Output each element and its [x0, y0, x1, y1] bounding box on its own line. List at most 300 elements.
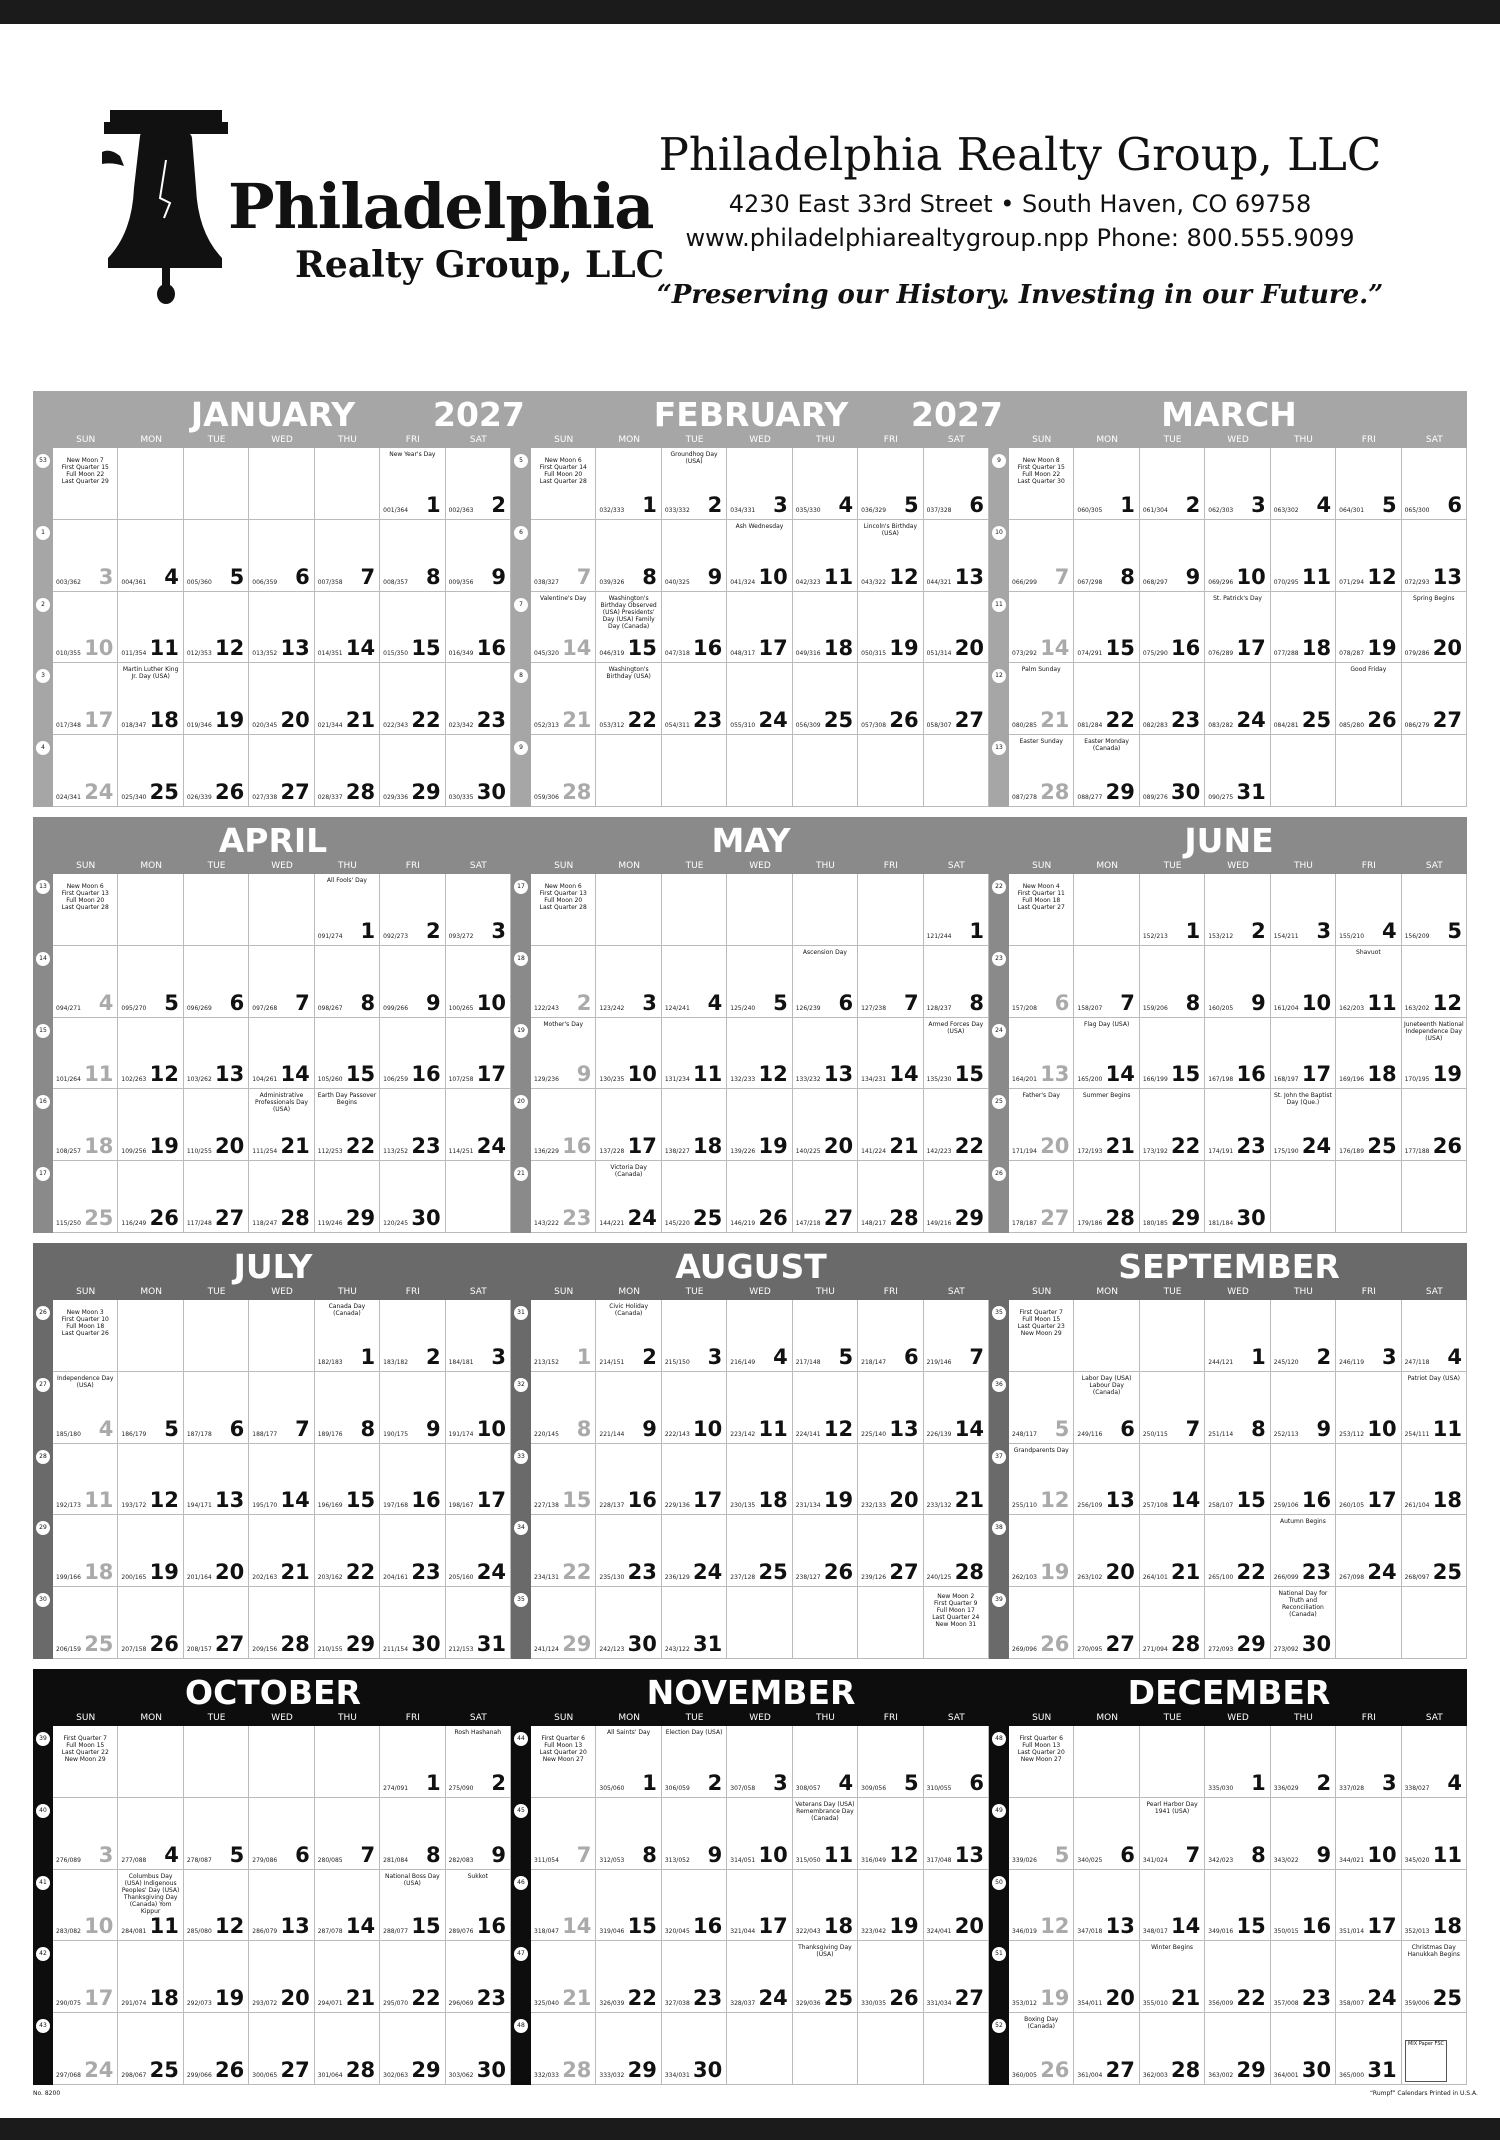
weekday-label: SAT — [1425, 1713, 1443, 1723]
day-cell — [1074, 592, 1139, 664]
day-cell — [1140, 663, 1205, 735]
day-cell — [1402, 1161, 1467, 1233]
day-of-year: 019/346 — [186, 722, 212, 730]
day-number: 3 — [98, 1842, 114, 1867]
day-cell — [1074, 1515, 1139, 1587]
day-number: 19 — [149, 1560, 179, 1585]
day-cell — [184, 735, 249, 807]
day-of-year: 002/363 — [448, 506, 474, 514]
day-number: 18 — [84, 1560, 114, 1585]
day-cell — [596, 1300, 661, 1372]
day-number: 6 — [903, 1344, 919, 1369]
day-cell — [1140, 592, 1205, 664]
day-number: 21 — [1105, 1134, 1135, 1159]
day-cell — [727, 1798, 792, 1870]
day-of-year: 127/238 — [861, 1004, 887, 1012]
day-cell — [727, 1300, 792, 1372]
day-number: 16 — [693, 1914, 723, 1939]
weekday-label: MON — [1096, 1287, 1118, 1297]
day-of-year: 073/292 — [1012, 650, 1037, 658]
day-number: 11 — [1367, 990, 1397, 1015]
day-cell — [727, 448, 792, 520]
day-of-year: 261/104 — [1404, 1502, 1430, 1510]
day-number: 29 — [1236, 1631, 1266, 1656]
weekday-label: SUN — [76, 1287, 96, 1297]
day-cell — [1140, 1587, 1205, 1659]
holiday-label: New Year's Day — [389, 451, 436, 458]
day-cell — [1402, 946, 1467, 1018]
day-of-year: 044/321 — [926, 578, 952, 586]
holiday-label: Christmas Day Hanukkah Begins — [1407, 1944, 1460, 1959]
moon-phases: First Quarter 7 Full Moon 15 Last Quarter 22 New Moon 29 — [61, 1735, 109, 1763]
day-of-year: 162/203 — [1339, 1004, 1365, 1012]
day-of-year: 287/078 — [317, 1928, 343, 1936]
day-number: 23 — [411, 1560, 441, 1585]
day-of-year: 337/028 — [1339, 1784, 1365, 1792]
day-cell — [1074, 874, 1139, 946]
day-number: 21 — [954, 1488, 984, 1513]
day-number: 26 — [149, 1631, 179, 1656]
weekday-label: WED — [749, 435, 771, 445]
day-number: 2 — [491, 492, 506, 517]
day-number: 12 — [149, 1488, 179, 1513]
day-cell — [793, 946, 858, 1018]
day-cell — [184, 448, 249, 520]
day-of-year: 232/133 — [861, 1502, 887, 1510]
day-cell — [531, 1089, 596, 1161]
day-cell — [1402, 1515, 1467, 1587]
day-number: 28 — [1040, 779, 1070, 804]
holiday-label: Valentine's Day — [539, 594, 587, 602]
day-cell — [118, 1798, 183, 1870]
day-of-year: 184/181 — [448, 1358, 474, 1366]
day-cell — [924, 1941, 989, 2013]
day-cell — [531, 1587, 596, 1659]
day-of-year: 328/037 — [730, 2000, 756, 2008]
day-number: 28 — [280, 1205, 310, 1230]
day-cell — [315, 2013, 380, 2085]
fsc-logo — [1405, 2040, 1447, 2082]
day-number: 1 — [360, 918, 376, 943]
day-number: 15 — [562, 1488, 592, 1513]
day-of-year: 199/166 — [56, 1574, 81, 1582]
day-cell — [924, 1870, 989, 1942]
day-cell — [118, 1726, 183, 1798]
day-cell — [1336, 663, 1401, 735]
holiday-label: Winter Begins — [1151, 1944, 1193, 1952]
day-number: 12 — [889, 1842, 919, 1867]
week-number: 51 — [992, 1947, 1006, 1961]
holiday-label: Pearl Harbor Day 1941 (USA) — [1146, 1800, 1198, 1815]
holiday-label: Spring Begins — [1413, 594, 1455, 602]
week-number: 27 — [36, 1378, 50, 1392]
day-cell — [1074, 1726, 1139, 1798]
weekday-label: SUN — [554, 861, 574, 871]
day-of-year: 155/210 — [1339, 932, 1365, 940]
liberty-bell-icon — [100, 108, 230, 308]
weekday-label: WED — [749, 1287, 771, 1297]
day-of-year: 097/268 — [252, 1004, 278, 1012]
day-cell — [249, 592, 314, 664]
day-cell — [118, 520, 183, 592]
day-cell — [662, 2013, 727, 2085]
day-of-year: 034/331 — [730, 506, 756, 514]
day-of-year: 220/145 — [534, 1430, 559, 1438]
day-of-year: 275/090 — [448, 1784, 474, 1792]
day-of-year: 134/231 — [861, 1076, 887, 1084]
day-cell — [249, 1870, 314, 1942]
day-cell — [1140, 735, 1205, 807]
day-of-year: 243/122 — [664, 1645, 690, 1653]
day-cell — [1205, 1161, 1270, 1233]
day-number: 1 — [642, 1770, 657, 1795]
week-number: 14 — [36, 952, 50, 966]
day-cell — [924, 663, 989, 735]
day-cell — [596, 2013, 661, 2085]
day-cell — [596, 1587, 661, 1659]
day-of-year: 013/352 — [252, 650, 278, 658]
day-of-year: 210/155 — [317, 1645, 343, 1653]
day-number: 30 — [1301, 2057, 1332, 2082]
day-number: 2 — [707, 1770, 723, 1795]
day-cell — [53, 1515, 118, 1587]
day-cell — [727, 946, 792, 1018]
day-of-year: 007/358 — [317, 578, 343, 586]
day-cell — [531, 663, 596, 735]
day-number: 29 — [345, 1631, 376, 1656]
day-cell — [924, 1018, 989, 1090]
day-cell — [858, 1300, 923, 1372]
weekday-label: TUE — [685, 1287, 704, 1297]
day-of-year: 008/357 — [383, 578, 409, 586]
day-cell — [727, 1161, 792, 1233]
day-number: 15 — [627, 636, 657, 661]
day-of-year: 206/159 — [56, 1645, 81, 1653]
day-of-year: 042/323 — [795, 578, 821, 586]
day-cell — [1402, 1726, 1467, 1798]
day-of-year: 197/168 — [383, 1502, 409, 1510]
day-number: 2 — [425, 918, 441, 943]
day-of-year: 060/305 — [1077, 506, 1103, 514]
day-cell — [1336, 1161, 1401, 1233]
day-cell — [380, 1018, 445, 1090]
day-cell — [380, 1372, 445, 1444]
day-of-year: 327/038 — [664, 2000, 690, 2008]
day-cell — [727, 663, 792, 735]
day-of-year: 234/131 — [534, 1574, 559, 1582]
week-number: 48 — [992, 1732, 1006, 1746]
day-of-year: 023/342 — [448, 722, 474, 730]
day-cell — [1205, 1798, 1270, 1870]
day-number: 1 — [425, 1770, 441, 1795]
day-number: 4 — [773, 1344, 788, 1369]
day-number: 23 — [562, 1205, 592, 1230]
holiday-label: Martin Luther King Jr. Day (USA) — [122, 666, 179, 681]
weekday-label: FRI — [1361, 1287, 1376, 1297]
holiday-label: Canada Day (Canada) — [328, 1303, 366, 1317]
day-number: 8 — [642, 564, 657, 589]
holiday-label: Easter Monday (Canada) — [1084, 738, 1129, 753]
day-cell — [596, 592, 661, 664]
day-number: 6 — [969, 1770, 984, 1795]
day-cell — [924, 1444, 989, 1516]
day-cell — [53, 735, 118, 807]
day-cell — [662, 1587, 727, 1659]
day-number: 28 — [345, 2057, 376, 2082]
day-number: 28 — [562, 779, 592, 804]
day-number: 8 — [425, 564, 441, 589]
day-of-year: 239/126 — [861, 1574, 887, 1582]
day-of-year: 121/244 — [926, 932, 952, 940]
day-number: 10 — [84, 1914, 114, 1939]
day-of-year: 213/152 — [534, 1358, 559, 1366]
day-number: 15 — [627, 1914, 657, 1939]
day-of-year: 039/326 — [599, 578, 625, 586]
month-name: NOVEMBER — [646, 1673, 856, 1712]
weekday-label: FRI — [883, 861, 898, 871]
week-number: 40 — [36, 1804, 50, 1818]
fsc-label: MIX Paper FSC — [1407, 2041, 1444, 2047]
moon-phases: New Moon 3 First Quarter 10 Full Moon 18 Last Quarter 26 — [61, 1309, 109, 1337]
day-number: 10 — [1367, 1842, 1397, 1867]
day-of-year: 103/262 — [186, 1076, 212, 1084]
day-of-year: 248/117 — [1012, 1430, 1037, 1438]
weekday-label: THU — [815, 1713, 835, 1723]
day-cell — [184, 1018, 249, 1090]
week-number: 15 — [36, 1024, 50, 1038]
day-of-year: 236/129 — [664, 1574, 690, 1582]
day-cell — [118, 1870, 183, 1942]
day-number: 30 — [476, 779, 506, 804]
day-number: 27 — [954, 708, 984, 733]
day-number: 17 — [476, 1488, 506, 1513]
day-number: 20 — [215, 1134, 245, 1159]
day-of-year: 083/282 — [1208, 722, 1234, 730]
weekday-label: THU — [815, 861, 835, 871]
day-number: 16 — [411, 1062, 441, 1087]
day-of-year: 283/082 — [56, 1928, 81, 1936]
day-of-year: 135/230 — [926, 1076, 952, 1084]
day-number: 16 — [562, 1134, 592, 1159]
day-of-year: 336/029 — [1273, 1784, 1299, 1792]
day-cell — [1205, 2013, 1270, 2085]
day-cell — [380, 448, 445, 520]
day-number: 24 — [476, 1134, 506, 1159]
day-cell — [858, 663, 923, 735]
holiday-label: Groundhog Day (USA) — [670, 451, 718, 465]
day-number: 30 — [1301, 1631, 1332, 1656]
day-number: 15 — [345, 1488, 376, 1513]
day-number: 7 — [295, 1416, 310, 1441]
day-number: 28 — [1105, 1205, 1135, 1230]
day-cell — [727, 1941, 792, 2013]
day-cell — [315, 1726, 380, 1798]
day-cell — [1074, 1587, 1139, 1659]
day-number: 11 — [823, 1842, 854, 1867]
day-of-year: 040/325 — [664, 578, 690, 586]
day-cell — [793, 520, 858, 592]
day-of-year: 332/033 — [534, 2071, 559, 2079]
day-of-year: 171/194 — [1012, 1148, 1037, 1156]
day-cell — [53, 1161, 118, 1233]
day-cell — [446, 735, 511, 807]
day-cell — [924, 520, 989, 592]
day-cell — [249, 1726, 314, 1798]
day-of-year: 250/115 — [1142, 1430, 1168, 1438]
day-number: 26 — [823, 1560, 854, 1585]
week-number: 13 — [992, 741, 1006, 755]
weekday-label: FRI — [405, 435, 420, 445]
day-number: 5 — [838, 1344, 854, 1369]
day-cell — [924, 448, 989, 520]
holiday-label: Veterans Day (USA) Remembrance Day (Canada) — [795, 1800, 855, 1822]
day-of-year: 070/295 — [1273, 578, 1299, 586]
day-number: 11 — [84, 1062, 114, 1087]
day-number: 9 — [1316, 1842, 1332, 1867]
day-cell — [380, 1300, 445, 1372]
day-of-year: 268/097 — [1404, 1574, 1430, 1582]
day-cell — [1402, 1444, 1467, 1516]
month-grid — [989, 1300, 1467, 1659]
day-cell — [1402, 663, 1467, 735]
day-cell — [1009, 1870, 1074, 1942]
day-of-year: 292/073 — [186, 2000, 212, 2008]
day-cell — [118, 735, 183, 807]
day-of-year: 156/209 — [1404, 932, 1430, 940]
day-of-year: 144/221 — [599, 1219, 625, 1227]
month-grid — [33, 1726, 511, 2085]
day-cell — [793, 874, 858, 946]
day-cell — [315, 1587, 380, 1659]
day-of-year: 142/223 — [926, 1148, 952, 1156]
week-number: 45 — [514, 1804, 528, 1818]
day-of-year: 306/059 — [664, 1784, 690, 1792]
weekday-label: SAT — [1425, 1287, 1443, 1297]
day-of-year: 017/348 — [56, 722, 81, 730]
day-cell — [662, 448, 727, 520]
day-of-year: 342/023 — [1208, 1856, 1234, 1864]
day-cell — [1140, 1161, 1205, 1233]
day-of-year: 049/316 — [795, 650, 821, 658]
day-number: 12 — [215, 636, 245, 661]
day-cell — [1336, 448, 1401, 520]
day-of-year: 041/324 — [730, 578, 756, 586]
day-of-year: 307/058 — [730, 1784, 756, 1792]
day-cell — [596, 1089, 661, 1161]
day-number: 13 — [1432, 564, 1462, 589]
day-number: 7 — [1054, 564, 1070, 589]
weekday-label: SUN — [76, 1713, 96, 1723]
holiday-label: Autumn Begins — [1279, 1518, 1326, 1526]
day-of-year: 102/263 — [121, 1076, 147, 1084]
day-number: 15 — [1171, 1062, 1201, 1087]
day-of-year: 316/049 — [861, 1856, 887, 1864]
day-number: 14 — [345, 636, 376, 661]
day-of-year: 063/302 — [1273, 506, 1299, 514]
day-number: 7 — [360, 564, 376, 589]
day-cell — [53, 874, 118, 946]
day-cell — [1074, 1870, 1139, 1942]
day-cell — [531, 1300, 596, 1372]
day-number: 24 — [476, 1560, 506, 1585]
day-cell — [662, 1018, 727, 1090]
day-cell — [1140, 520, 1205, 592]
day-number: 19 — [1040, 1986, 1070, 2011]
holiday-label: Armed Forces Day (USA) — [928, 1020, 984, 1035]
day-number: 3 — [773, 1770, 788, 1795]
day-cell — [446, 1726, 511, 1798]
day-cell — [1009, 663, 1074, 735]
day-cell — [1140, 1089, 1205, 1161]
day-of-year: 358/007 — [1339, 2000, 1365, 2008]
day-cell — [1271, 1018, 1336, 1090]
day-of-year: 047/318 — [664, 650, 690, 658]
holiday-label: Patriot Day (USA) — [1407, 1374, 1460, 1382]
day-cell — [380, 1444, 445, 1516]
day-cell — [1336, 1798, 1401, 1870]
day-of-year: 153/212 — [1208, 932, 1234, 940]
day-cell — [315, 1798, 380, 1870]
day-number: 11 — [1301, 564, 1332, 589]
day-cell — [1205, 448, 1270, 520]
week-number: 24 — [992, 1024, 1006, 1038]
day-cell — [184, 1161, 249, 1233]
day-cell — [446, 1798, 511, 1870]
day-of-year: 216/149 — [730, 1358, 756, 1366]
day-cell — [858, 1587, 923, 1659]
weekday-label: MON — [618, 861, 640, 871]
day-cell — [1009, 448, 1074, 520]
day-cell — [446, 448, 511, 520]
day-cell — [53, 2013, 118, 2085]
day-number: 6 — [229, 990, 245, 1015]
day-of-year: 181/184 — [1208, 1219, 1234, 1227]
day-number: 24 — [1367, 1560, 1397, 1585]
day-number: 26 — [889, 708, 919, 733]
day-of-year: 200/165 — [121, 1574, 147, 1582]
day-cell — [924, 1089, 989, 1161]
day-number: 12 — [1040, 1914, 1070, 1939]
day-number: 3 — [1381, 1770, 1397, 1795]
day-cell — [380, 1726, 445, 1798]
day-cell — [380, 1798, 445, 1870]
month-name: OCTOBER — [185, 1673, 361, 1712]
day-number: 11 — [149, 636, 179, 661]
day-number: 19 — [889, 636, 919, 661]
day-cell — [1271, 1444, 1336, 1516]
moon-phases: First Quarter 7 Full Moon 15 Last Quarter 23 New Moon 29 — [1017, 1309, 1065, 1337]
day-number: 29 — [411, 2057, 441, 2082]
day-number: 28 — [954, 1560, 984, 1585]
weekday-label: SUN — [76, 861, 96, 871]
day-of-year: 295/070 — [383, 2000, 409, 2008]
day-number: 10 — [1367, 1416, 1397, 1441]
day-of-year: 251/114 — [1208, 1430, 1234, 1438]
day-cell — [1205, 1726, 1270, 1798]
day-of-year: 252/113 — [1273, 1430, 1299, 1438]
month-header-band — [33, 1669, 1467, 1726]
day-cell — [596, 874, 661, 946]
day-of-year: 246/119 — [1339, 1358, 1365, 1366]
day-cell — [249, 1941, 314, 2013]
day-of-year: 025/340 — [121, 793, 147, 801]
day-number: 2 — [1316, 1770, 1332, 1795]
day-number: 19 — [1040, 1560, 1070, 1585]
day-of-year: 113/252 — [383, 1148, 409, 1156]
day-cell — [1074, 2013, 1139, 2085]
day-of-year: 118/247 — [252, 1219, 278, 1227]
day-number: 19 — [149, 1134, 179, 1159]
